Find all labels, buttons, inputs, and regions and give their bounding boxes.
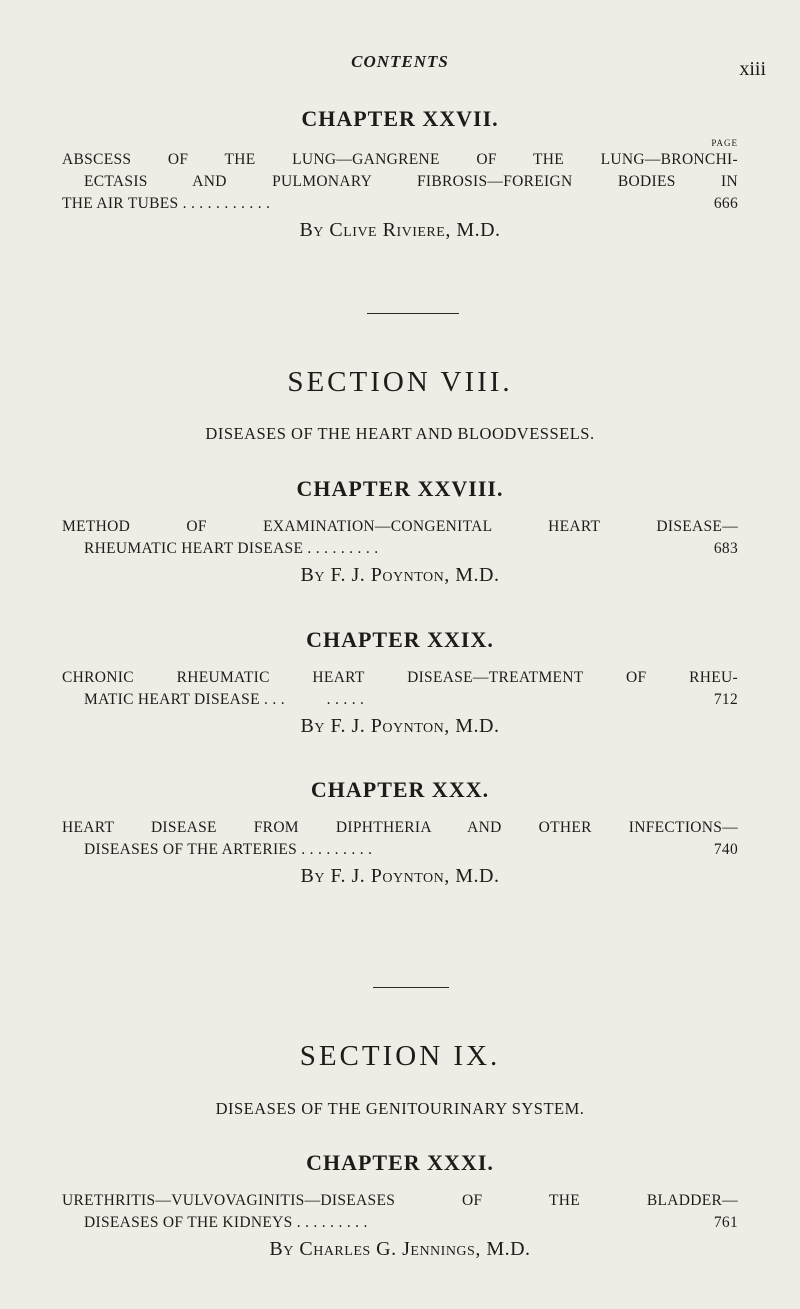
entry-line: DISEASES OF THE KIDNEYS . . . . . . . . .	[84, 1214, 368, 1231]
divider-rule	[367, 313, 459, 314]
chapter-author: By Clive Riviere, M.D.	[299, 219, 501, 241]
chapter-entry	[62, 817, 738, 861]
entry-line: METHOD OF EXAMINATION—CONGENITAL HEART DISEASE—	[62, 518, 738, 535]
chapter-author: By Charles G. Jennings, M.D.	[269, 1238, 531, 1260]
page-column-label: PAGE	[711, 138, 738, 148]
chapter-entry	[62, 1190, 738, 1234]
running-head	[0, 52, 800, 82]
entry-line: URETHRITIS—VULVOVAGINITIS—DISEASES OF THE BLADDER—	[62, 1192, 738, 1209]
chapter-heading: CHAPTER XXXI.	[306, 1150, 494, 1175]
entry-line: CHRONIC RHEUMATIC HEART DISEASE—TREATMENT OF RHEU-	[62, 669, 738, 686]
section-heading: SECTION VIII.	[287, 366, 513, 398]
entry-line: ABSCESS OF THE LUNG—GANGRENE OF THE LUNG—BRONCHI-	[62, 151, 738, 168]
chapter-heading: CHAPTER XXIX.	[306, 627, 494, 652]
chapter-27-block	[62, 106, 738, 242]
chapter-heading: CHAPTER XXVIII.	[296, 476, 504, 501]
chapter-heading: CHAPTER XXX.	[310, 777, 490, 802]
chapter-entry	[62, 516, 738, 560]
running-title: CONTENTS	[351, 52, 449, 71]
entry-page-number: 740	[713, 841, 738, 858]
chapter-author: By F. J. Poynton, M.D.	[300, 715, 500, 737]
entry-line: HEART DISEASE FROM DIPHTHERIA AND OTHER INFECTIONS—	[62, 819, 738, 836]
section-heading: SECTION IX.	[299, 1040, 501, 1072]
entry-page-number: 761	[713, 1214, 738, 1231]
entry-page-number: 683	[713, 540, 738, 557]
entry-page-number: 666	[713, 195, 738, 212]
chapter-31-block	[62, 1150, 738, 1261]
entry-page-number: 712	[713, 691, 738, 708]
entry-line: ECTASIS AND PULMONARY FIBROSIS—FOREIGN BODIES IN	[84, 173, 738, 190]
section-subtitle: DISEASES OF THE HEART AND BLOODVESSELS.	[205, 424, 595, 443]
divider-rule	[373, 987, 449, 988]
entry-line: THE AIR TUBES . . . . . . . . . . .	[62, 195, 271, 212]
entry-line: MATIC HEART DISEASE . . . . . . . .	[84, 691, 365, 708]
chapter-entry	[62, 149, 738, 215]
chapter-author: By F. J. Poynton, M.D.	[300, 564, 500, 586]
page-number: xiii	[739, 58, 766, 80]
entry-line: DISEASES OF THE ARTERIES . . . . . . . . .	[84, 841, 373, 858]
section-subtitle: DISEASES OF THE GENITOURINARY SYSTEM.	[215, 1099, 585, 1118]
chapter-30-block	[62, 777, 738, 888]
chapter-heading: CHAPTER XXVII.	[301, 106, 499, 131]
entry-line: RHEUMATIC HEART DISEASE . . . . . . . . .	[84, 540, 379, 557]
chapter-28-block	[62, 476, 738, 587]
chapter-author: By F. J. Poynton, M.D.	[300, 865, 500, 887]
chapter-entry	[62, 667, 738, 711]
chapter-29-block	[62, 627, 738, 738]
